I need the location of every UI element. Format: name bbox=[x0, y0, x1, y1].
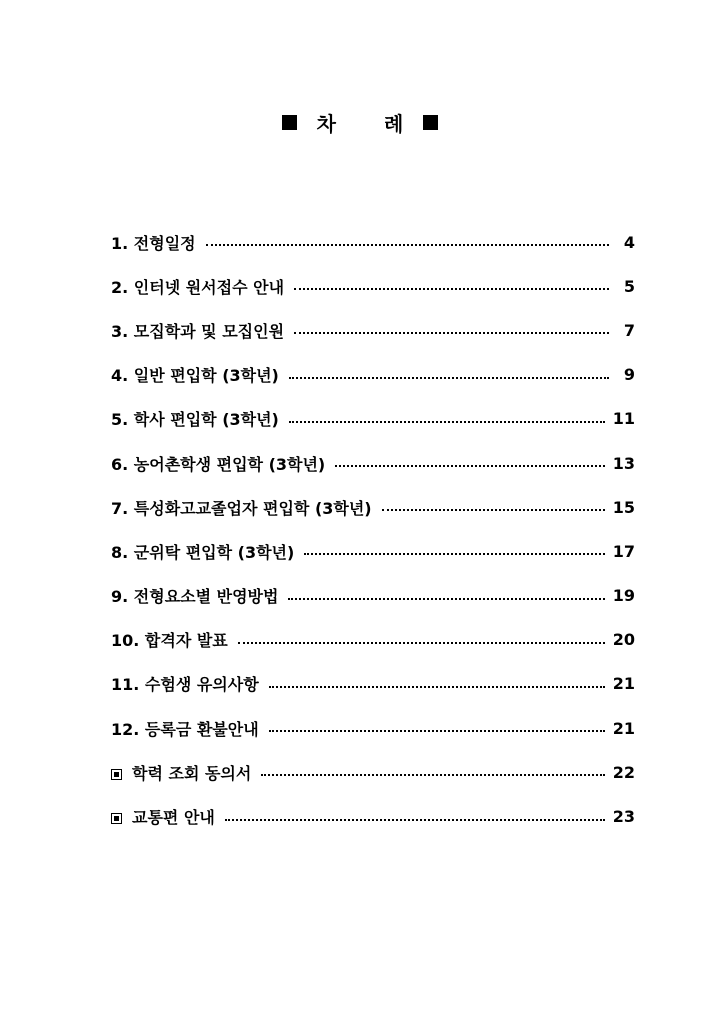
toc-entry-label: 9. 전형요소별 반영방법 bbox=[111, 587, 279, 607]
table-of-contents bbox=[111, 220, 635, 839]
toc-entry-label bbox=[111, 805, 215, 828]
toc-entry-page: 5 bbox=[623, 276, 635, 296]
toc-entry-label: 10. 합격자 발표 bbox=[111, 631, 228, 651]
toc-entry-page: 11 bbox=[612, 409, 635, 429]
toc-entry[interactable] bbox=[111, 308, 635, 352]
toc-entry-page: 7 bbox=[623, 320, 635, 340]
square-bullet-icon bbox=[111, 813, 122, 824]
toc-entry-text: 교통편 안내 bbox=[132, 808, 215, 828]
toc-entry-label: 2. 인터넷 원서접수 안내 bbox=[111, 277, 285, 297]
toc-entry-page: 21 bbox=[612, 674, 635, 694]
title-left-char: 차 bbox=[316, 111, 336, 136]
dot-leader bbox=[261, 774, 604, 776]
toc-entry[interactable] bbox=[111, 662, 635, 706]
toc-entry-page: 15 bbox=[612, 497, 635, 517]
toc-entry[interactable] bbox=[111, 529, 635, 573]
toc-entry[interactable] bbox=[111, 794, 635, 838]
toc-entry-page: 21 bbox=[612, 718, 635, 738]
dot-leader bbox=[382, 509, 605, 511]
toc-entry[interactable] bbox=[111, 353, 635, 397]
toc-entry[interactable] bbox=[111, 220, 635, 264]
toc-entry-label: 6. 농어촌학생 편입학 (3학년) bbox=[111, 454, 326, 474]
dot-leader bbox=[294, 288, 609, 290]
toc-entry[interactable] bbox=[111, 618, 635, 662]
toc-entry-label: 11. 수험생 유의사항 bbox=[111, 675, 259, 695]
dot-leader bbox=[289, 377, 609, 379]
black-square-icon bbox=[282, 115, 297, 130]
toc-entry-page: 19 bbox=[612, 586, 635, 606]
dot-leader bbox=[269, 730, 605, 732]
toc-entry-text: 학력 조회 동의서 bbox=[132, 763, 252, 783]
toc-entry[interactable] bbox=[111, 574, 635, 618]
black-square-icon bbox=[423, 115, 438, 130]
dot-leader bbox=[269, 686, 605, 688]
toc-entry-page: 4 bbox=[623, 232, 635, 252]
toc-entry-page: 17 bbox=[612, 541, 635, 561]
toc-entry-page: 20 bbox=[612, 630, 635, 650]
dot-leader bbox=[206, 244, 609, 246]
toc-entry-label bbox=[111, 761, 251, 784]
dot-leader bbox=[335, 465, 604, 467]
toc-entry[interactable] bbox=[111, 706, 635, 750]
toc-entry[interactable] bbox=[111, 441, 635, 485]
toc-entry[interactable] bbox=[111, 397, 635, 441]
dot-leader bbox=[294, 332, 609, 334]
title-right-char: 례 bbox=[384, 111, 404, 136]
toc-entry-page: 22 bbox=[612, 762, 635, 782]
toc-entry-label: 3. 모집학과 및 모집인원 bbox=[111, 321, 285, 341]
dot-leader bbox=[304, 553, 604, 555]
toc-entry-label: 8. 군위탁 편입학 (3학년) bbox=[111, 542, 295, 562]
toc-entry-page: 13 bbox=[612, 453, 635, 473]
dot-leader bbox=[225, 819, 605, 821]
toc-entry[interactable] bbox=[111, 750, 635, 794]
toc-entry-label: 1. 전형일정 bbox=[111, 233, 196, 253]
toc-entry-label: 7. 특성화고교졸업자 편입학 (3학년) bbox=[111, 498, 372, 518]
square-bullet-icon bbox=[111, 769, 122, 780]
page-title bbox=[0, 106, 720, 138]
dot-leader bbox=[288, 598, 604, 600]
toc-entry[interactable] bbox=[111, 264, 635, 308]
toc-entry-label: 5. 학사 편입학 (3학년) bbox=[111, 410, 279, 430]
dot-leader bbox=[289, 421, 605, 423]
toc-entry-label: 4. 일반 편입학 (3학년) bbox=[111, 366, 279, 386]
toc-entry-page: 9 bbox=[623, 365, 635, 385]
toc-entry[interactable] bbox=[111, 485, 635, 529]
dot-leader bbox=[238, 642, 605, 644]
toc-entry-page: 23 bbox=[612, 807, 635, 827]
toc-entry-label: 12. 등록금 환불안내 bbox=[111, 719, 259, 739]
